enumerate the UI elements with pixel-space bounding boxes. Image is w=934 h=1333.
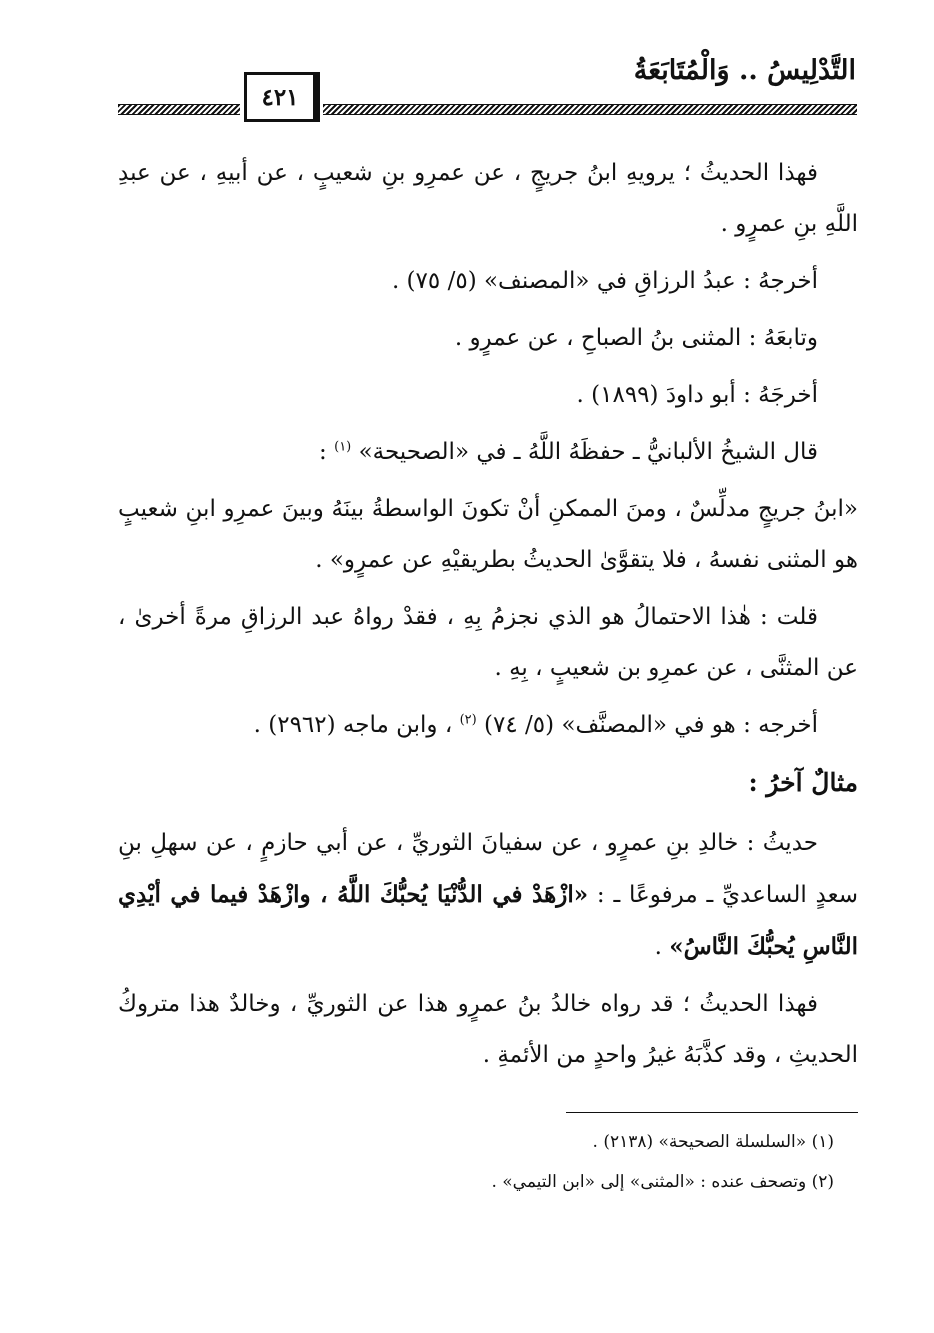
paragraph-3: وتابعَهُ : المثنى بنُ الصباحِ ، عن عمرٍو .	[454, 325, 818, 351]
paragraph-9-end: .	[654, 934, 662, 960]
footnote-ref-2: (٢)	[459, 712, 477, 728]
footnote-1: (١) «السلسلة الصحيحة» (٢١٣٨) .	[592, 1132, 834, 1152]
section-heading: مثالٌ آخرُ :	[748, 768, 858, 797]
paragraph-10: فهذا الحديثُ ؛ قد رواه خالدُ بنُ عمرٍو هذا عن الثوريِّ ، وخالدٌ هذا متروكُ الحديثِ ، وقد كذَّبَهُ غيرُ واحدٍ من الأئمةِ .	[118, 991, 858, 1068]
paragraph-9	[118, 818, 858, 973]
paragraph-8	[118, 700, 858, 751]
running-title: التَّدْلِيسُ .. وَالْمُتَابَعَةُ	[633, 55, 856, 86]
footnote-divider	[566, 1112, 858, 1113]
page-number: ٤٢١	[244, 72, 316, 122]
header-rule-left	[118, 104, 240, 115]
hadith-quote: «ازْهَدْ في الدُّنْيَا يُحبُّكَ اللَّهُ ، وازْهَدْ فيما في أيْدِي النَّاسِ يُحبُّكَ النَّاسُ»	[118, 881, 858, 960]
footnote-ref-1: (١)	[334, 439, 352, 455]
paragraph-2: أخرجهُ : عبدُ الرزاقِ في «المصنف» (٥/ ٧٥) .	[391, 268, 818, 294]
main-text	[118, 148, 858, 1087]
header-rule-right	[323, 104, 857, 115]
footnote-2: (٢) وتصحف عنده : «المثنى» إلى «ابن التيمي» .	[491, 1172, 834, 1192]
paragraph-4: أخرجَهُ : أبو داودَ (١٨٩٩) .	[576, 382, 818, 408]
footnotes	[300, 1122, 834, 1202]
paragraph-5-text: قال الشيخُ الألبانيُّ ـ حفظَهُ اللَّهُ ـ في «الصحيحة»	[358, 439, 818, 465]
paragraph-7: قلت : هٰذا الاحتمالُ هو الذي نجزمُ بِهِ ، فقدْ رواهُ عبد الرزاقِ مرةً أخرىٰ ، عن المثنَّى ، عن عمرِو بن شعيبٍ ، بِهِ .	[118, 604, 858, 681]
quotation-paragraph: «ابنُ جريجٍ مدلِّسٌ ، ومنَ الممكنِ أنْ تكونَ الواسطةُ بينَهُ وبينَ عمرِو ابنِ شعيبٍ هو المثنى نفسهُ ، فلا يتقوَّىٰ الحديثُ بطريقيْهِ عن عمرٍو» .	[118, 496, 858, 573]
paragraph-5-end: :	[319, 439, 327, 465]
paragraph-9-text: حديثُ : خالدِ بنِ عمرٍو ، عن سفيانَ الثوريِّ ، عن أبي حازمٍ ، عن سهلِ بنِ سعدٍ الساعديِّ ـ مرفوعًا ـ :	[118, 830, 858, 908]
paragraph-1: فهذا الحديثُ ؛ يرويهِ ابنُ جريجٍ ، عن عمرِو بنِ شعيبٍ ، عن أبيهِ ، عن عبدِ اللَّهِ بنِ عمرٍو .	[118, 160, 858, 237]
paragraph-5	[118, 427, 858, 478]
paragraph-8-text: أخرجه : هو في «المصنَّف» (٥/ ٧٤)	[484, 712, 818, 738]
paragraph-8-end: ، وابن ماجه (٢٩٦٢) .	[253, 712, 453, 738]
